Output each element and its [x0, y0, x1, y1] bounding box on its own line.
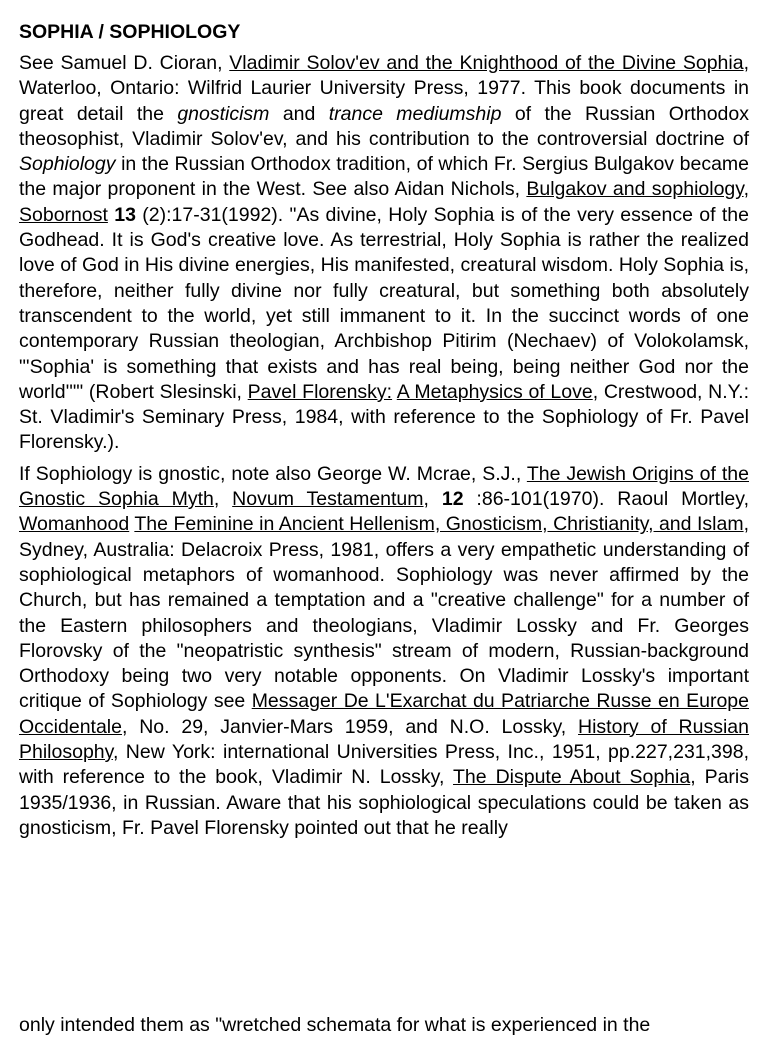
text: , Waterloo, Ontario: Wilfrid Laurier University Press, 1977. This book documents in great detail the — [19, 52, 749, 125]
italic-term: Sophiology — [19, 153, 116, 176]
article-title: The Jewish Origins of the Gnostic Sophia Myth — [19, 462, 749, 511]
text: in the Russian Orthodox tradition, of which Fr. Sergius Bulgakov became the major proponent in the West. See also Aidan Nichols, — [19, 153, 749, 201]
italic-term: trance mediumship — [328, 102, 502, 125]
text: , — [743, 178, 749, 201]
book-title: The Dispute About Sophia — [453, 766, 691, 789]
book-title: The Feminine in Ancient Hellenism, Gnosticism, Christianity, and Islam — [134, 513, 744, 536]
text: and — [269, 102, 329, 125]
page-heading: SOPHIA / SOPHIOLOGY — [19, 21, 241, 43]
text: (2):17-31(1992). "As divine, Holy Sophia is of the very essence of the Godhead. It is God's creative love. As terrestrial, Holy Sophia is rather the realized love of God in His divine energies, His manifested, creatural wisdom. Holy Sophia is, therefore, neither fully divine nor fully creatural, but something both absolutely transcendent to the world, yet still immanent to it. In the succinct words of one contemporary Russian theologian, Archbishop Pitirim (Nechaev) of Volokolamsk, "'Sophia' is something that exists and has real being, being neither God nor the world'"" (Robert Slesinski, — [19, 203, 749, 403]
volume-number: 13 — [114, 203, 136, 226]
cut-off-line: only intended them as "wretched schemata for what is experienced in the — [19, 1014, 651, 1036]
text: , Sydney, Australia: Delacroix Press, 1981, offers a very empathetic understanding of sophiological metaphors of womanhood. Sophiology was never affirmed by the Church, but has remained a temptation and a "creative challenge" for a number of the Eastern philosophers and theologians, Vladimir Lossky and Fr. Georges Florovsky of the "neopatristic synthesis" stream of modern, Russian-background Orthodoxy being two very notable opponents. On Vladimir Lossky's important critique of Sophiology see — [19, 513, 749, 713]
book-title: Pavel Florensky: — [247, 380, 393, 403]
document-page — [19, 20, 749, 847]
text: of the Russian Orthodox theosophist, Vladimir Solov'ev, and his contribution to the controversial doctrine of — [19, 102, 749, 150]
text: :86-101(1970). Raoul Mortley, — [463, 488, 749, 511]
text: If Sophiology is gnostic, note also George W. Mcrae, S.J., — [19, 462, 527, 485]
paragraph-1 — [19, 51, 749, 456]
journal-title: Novum Testamentum — [232, 488, 424, 511]
text: , Paris 1935/1936, in Russian. Aware that his sophiological speculations could be taken as gnosticism, Fr. Pavel Florensky pointed out that he really — [19, 766, 750, 839]
article-title: Bulgakov and sophiology — [526, 178, 744, 201]
journal-title: Messager De L'Exarchat du Patriarche Russe en Europe Occidentale — [19, 690, 749, 738]
text: , — [213, 488, 233, 511]
book-title: Womanhood — [19, 513, 130, 536]
text: , Crestwood, N.Y.: St. Vladimir's Seminary Press, 1984, with reference to the Sophiology of Fr. Pavel Florensky.). — [19, 380, 749, 454]
book-title-link: Vladimir Solov'ev and the Knighthood of the Divine Sophia — [229, 52, 744, 74]
text: , — [423, 488, 442, 511]
paragraph-2 — [19, 462, 749, 841]
text: , New York: international Universities Press, Inc., 1951, pp.227,231,398, with reference to the book, Vladimir N. Lossky, — [19, 741, 749, 789]
text: , No. 29, Janvier-Mars 1959, and N.O. Lossky, — [121, 715, 579, 738]
book-title: A Metaphysics of Love — [396, 380, 593, 403]
book-title: History of Russian Philosophy — [19, 715, 749, 764]
text: See Samuel D. Cioran, — [19, 52, 230, 74]
journal-title: Sobornost — [19, 203, 108, 226]
italic-term: gnosticism — [177, 102, 270, 125]
volume-number: 12 — [441, 488, 464, 511]
